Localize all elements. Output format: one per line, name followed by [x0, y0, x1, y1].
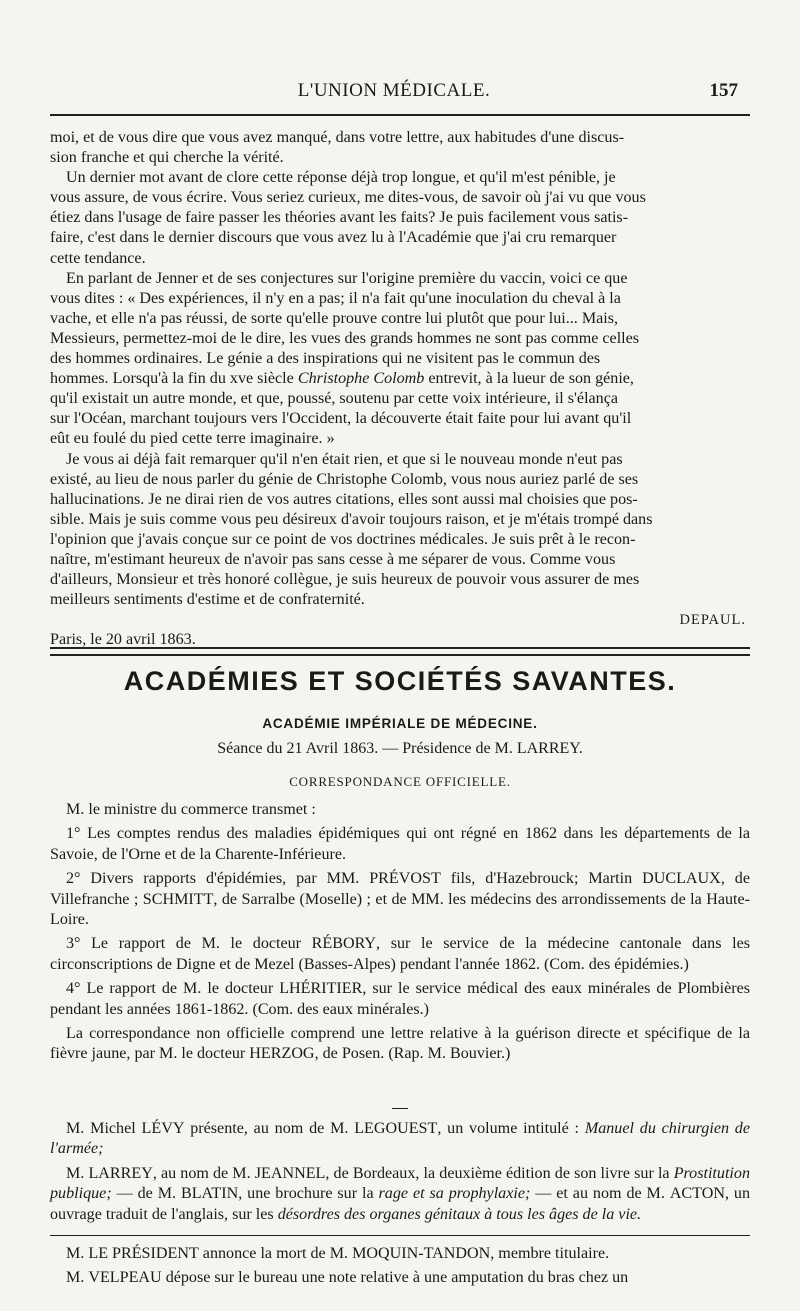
text-span: , sur le service de la médecine cantonale dans les circonscriptions de Digne et de Mezel (Basses-Alpes) pendant l'année 1862. (Com. des épidémies.) — [50, 935, 750, 973]
text-line: meilleurs sentiments d'estime et de confraternité. — [50, 591, 365, 609]
item-3 — [50, 934, 750, 975]
text-line: sible. Mais je suis comme vous peu désireux d'avoir toujours raison, et je m'étais trompé dans — [50, 510, 653, 528]
person-name: HERZOG — [249, 1045, 315, 1063]
text-line: faire, c'est dans le dernier discours que vous avez lu à l'Académie que j'ai cru remarquer — [50, 229, 617, 247]
text-line: d'ailleurs, Monsieur et très honoré collègue, je suis heureux de pouvoir vous assurer de mes — [50, 571, 640, 589]
presentations — [50, 1100, 750, 1229]
text-line — [50, 369, 750, 389]
text-span: , de Villefranche ; — [50, 870, 750, 908]
text-span: — et au nom de M. — [530, 1185, 670, 1203]
text-span: M. — [66, 1245, 89, 1262]
text-span: , de Sarralbe (Moselle) ; et de MM. les médecins des arrondissements de la Haute-Loire. — [50, 890, 750, 929]
text-span: présente, au nom de M. — [184, 1120, 355, 1137]
item-4 — [50, 979, 750, 1020]
text-span: annonce la mort de M. — [198, 1245, 353, 1262]
item-5 — [50, 1024, 750, 1065]
person-name: LE PRÉSIDENT — [88, 1245, 199, 1262]
seance-line: Séance du 21 Avril 1863. — Présidence de M. LARREY. — [217, 740, 583, 757]
announcement-2 — [50, 1267, 750, 1289]
page-number: 157 — [709, 80, 738, 101]
text-span: entrevit, à la lueur de son génie, — [428, 370, 634, 388]
text-span: M. — [66, 1164, 89, 1182]
person-name: ACTON — [669, 1185, 725, 1203]
text-span: M. Michel — [66, 1120, 142, 1137]
italic-name: Christophe Colomb — [297, 370, 425, 388]
item-1: 1° Les comptes rendus des maladies épidémiques qui ont régné en 1862 dans les départements de la Savoie, de l'Orne et de la Charente-Inférieure. — [50, 825, 750, 863]
person-name: BLATIN — [180, 1185, 239, 1203]
text-line: En parlant de Jenner et de ses conjectures sur l'origine première du vaccin, voici ce que — [66, 269, 628, 287]
signature: DEPAUL. — [679, 612, 746, 629]
text-line: Je vous ai déjà fait remarquer qu'il n'en était rien, et que si le nouveau monde n'eut pas — [66, 450, 623, 468]
intro-line: M. le ministre du commerce transmet : — [66, 801, 316, 818]
text-span: , une brochure sur la — [238, 1185, 379, 1203]
person-name: LÉVY — [141, 1120, 185, 1137]
announcements — [50, 1243, 750, 1291]
person-name: LHÉRITIER — [279, 980, 363, 998]
text-span: , un ouvrage traduit de l'anglais, sur les — [50, 1185, 751, 1223]
header-rule — [50, 114, 750, 116]
running-head — [50, 80, 738, 104]
item-2 — [50, 869, 750, 930]
text-line: naître, m'estimant heureux de n'avoir pas sans cesse à me séparer de vous. Comme vous — [50, 550, 616, 568]
announcement-1 — [50, 1243, 750, 1265]
person-name: JEANNEL — [254, 1164, 326, 1182]
person-name: MOQUIN-TANDON — [352, 1245, 491, 1262]
text-span: — de M. — [111, 1185, 181, 1203]
person-name: LEGOUEST — [354, 1120, 438, 1137]
text-line: Un dernier mot avant de clore cette réponse déjà trop longue, et qu'il m'est pénible, je — [66, 169, 616, 187]
person-name: PRÉVOST — [369, 870, 441, 888]
text-line: Messieurs, permettez-moi de le dire, les vues des grands hommes ne sont pas comme celles — [50, 329, 640, 347]
text-span: La correspondance non officielle comprend une lettre relative à la guérison directe et spécifique de la fièvre jaune, par M. le docteur — [50, 1025, 750, 1063]
text-span: M. — [66, 1269, 89, 1286]
text-line: hallucinations. Je ne dirai rien de vos autres citations, elles sont aussi mal choisies que pos- — [50, 490, 638, 508]
text-line: étiez dans l'usage de faire passer les théories avant les faits? Je puis facilement vous satis- — [50, 209, 629, 227]
text-line: cette tendance. — [50, 249, 146, 267]
text-span: , de Posen. (Rap. M. Bouvier.) — [314, 1045, 511, 1063]
text-line: sur l'Océan, marchant toujours vers l'Occident, la découverte était faite pour lui avant qu'il — [50, 410, 632, 428]
short-divider — [392, 1108, 408, 1109]
text-span: , membre titulaire. — [490, 1245, 610, 1262]
person-name: DUCLAUX — [642, 870, 721, 888]
person-name: SCHMITT — [142, 890, 214, 908]
correspondance-heading: CORRESPONDANCE OFFICIELLE. — [289, 774, 511, 789]
text-span: , de Bordeaux, la deuxième édition de son livre sur la — [325, 1164, 674, 1182]
text-line: vous dites : « Des expériences, il n'y en a pas; il n'a fait qu'une inoculation du cheval à la — [50, 289, 621, 307]
section-title: ACADÉMIES ET SOCIÉTÉS SAVANTES. — [123, 666, 677, 696]
text-span: fils, d'Hazebrouck; Martin — [440, 870, 643, 888]
text-span: , un volume intitulé : — [437, 1120, 585, 1137]
text-line: des hommes ordinaires. Le génie a des inspirations qui ne visitent pas le commun des — [50, 350, 601, 368]
text-line: moi, et de vous dire que vous avez manqué, dans votre lettre, aux habitudes d'une discus- — [50, 129, 625, 146]
letter-text — [50, 128, 750, 650]
presentation-2 — [50, 1164, 750, 1225]
presentation-1 — [50, 1119, 750, 1160]
text-span: 2° Divers rapports d'épidémies, par MM. — [66, 870, 370, 888]
text-line: existé, au lieu de nous parler du génie de Christophe Colomb, vous nous auriez parlé de ses — [50, 470, 639, 488]
person-name: LARREY — [88, 1164, 153, 1182]
correspondance-items — [50, 800, 750, 1069]
place-date: Paris, le 20 avril 1863. — [50, 631, 196, 649]
book-title: Prostitution publique; — [50, 1164, 750, 1203]
text-line: vous assure, de vous écrire. Vous seriez curieux, me dites-vous, de savoir où j'ai vu que vous — [50, 189, 646, 207]
person-name: VELPEAU — [88, 1269, 162, 1286]
book-title: désordres des organes génitaux à tous les âges de la vie. — [277, 1205, 642, 1223]
text-line: qu'il existait un autre monde, et que, poussé, soutenu par cette voix intérieure, il s'élança — [50, 390, 619, 408]
section-divider — [50, 647, 750, 656]
text-span: , au nom de M. — [152, 1164, 255, 1182]
text-span: 3° Le rapport de M. le docteur — [66, 935, 312, 953]
text-line: vache, et elle n'a pas réussi, de sorte qu'elle prouve contre lui plutôt que pour lui... Mais, — [50, 309, 619, 327]
text-span: dépose sur le bureau une note relative à une amputation du bras chez un — [161, 1269, 629, 1286]
text-line: eût eu foulé du pied cette terre imaginaire. » — [50, 430, 335, 448]
book-title: Manuel du chirurgien de l'armée; — [50, 1120, 751, 1158]
book-title: rage et sa prophylaxie; — [378, 1185, 531, 1203]
lower-divider — [50, 1235, 750, 1236]
person-name: RÉBORY — [311, 935, 377, 953]
text-line: l'opinion que j'avais conçue sur ce point de vos doctrines médicales. Je suis prêt à le recon- — [50, 530, 636, 548]
text-span: hommes. Lorsqu'à la fin du xve siècle — [50, 370, 294, 388]
running-title: L'UNION MÉDICALE. — [297, 80, 491, 101]
academy-heading: ACADÉMIE IMPÉRIALE DE MÉDECINE. — [262, 716, 538, 731]
text-span: 4° Le rapport de M. le docteur — [66, 980, 280, 998]
text-line: sion franche et qui cherche la vérité. — [50, 149, 284, 167]
text-span: , sur le service médical des eaux minérales de Plombières pendant les années 1861-1862. (Com. des eaux minérales.) — [50, 980, 750, 1018]
